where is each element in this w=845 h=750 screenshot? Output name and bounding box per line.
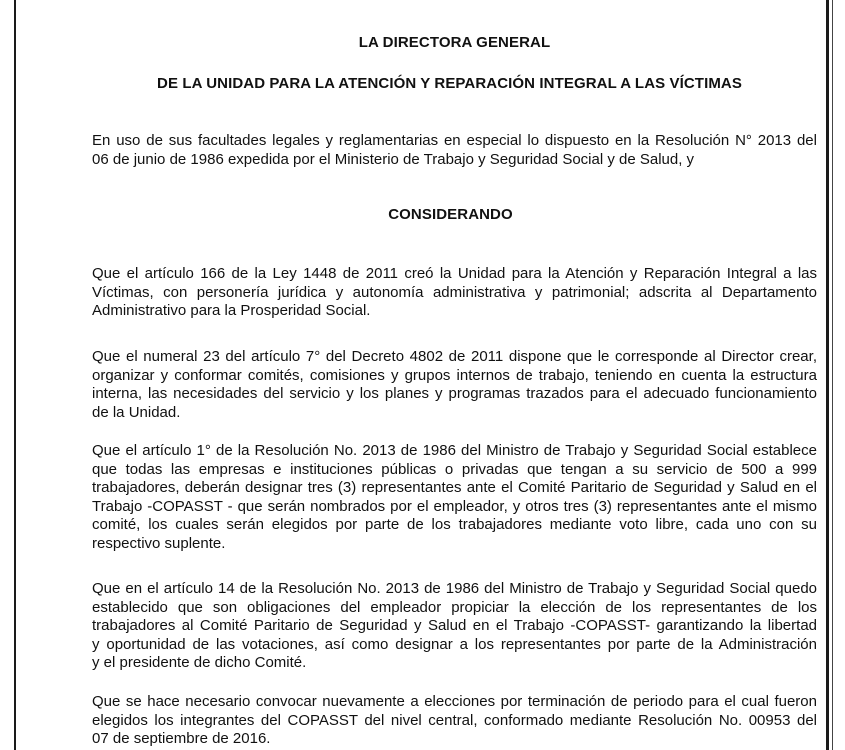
paragraph-line: trabajadores, deberán designar tres (3) representantes ante el Comité Paritario de Seguridad y Salud en el (92, 479, 817, 496)
page-border-right (826, 0, 829, 750)
document-heading-title: LA DIRECTORA GENERAL (358, 34, 551, 51)
paragraph-line: que todas las empresas e instituciones públicas o privadas que tengan a su servicio de 500 a 999 (92, 460, 817, 478)
paragraph-line: Víctimas, con personería jurídica y autonomía administrativa y patrimonial; adscrita al Departamento (92, 283, 817, 301)
intro-line: En uso de sus facultades legales y reglamentarias en especial lo dispuesto en la Resolución N° 2013 del (92, 132, 817, 149)
considerando-paragraph-5 (92, 693, 817, 749)
intro-line: 06 de junio de 1986 expedida por el Ministerio de Trabajo y Seguridad Social y de Salud, y (92, 150, 695, 168)
document-heading-entity: DE LA UNIDAD PARA LA ATENCIÓN Y REPARACIÓN INTEGRAL A LAS VÍCTIMAS (157, 75, 742, 92)
considerando-paragraph-1 (92, 265, 817, 321)
paragraph-line: Que el artículo 1° de la Resolución No. 2013 de 1986 del Ministro de Trabajo y Seguridad Social establece (92, 442, 817, 459)
paragraph-line: respectivo suplente. (92, 534, 226, 552)
paragraph-line: y oportunidad de las votaciones, así como designar a los representantes por parte de la Administración (92, 635, 817, 653)
section-title: CONSIDERANDO (388, 206, 513, 223)
paragraph-line: 07 de septiembre de 2016. (92, 730, 271, 747)
paragraph-line: Que el numeral 23 del artículo 7° del Decreto 4802 de 2011 dispone que le corresponde al Director crear, (92, 348, 817, 365)
document-page (92, 0, 817, 750)
page-border-left (14, 0, 16, 750)
paragraph-line: elegidos los integrantes del COPASST del nivel central, conformado mediante Resolución No. 00953 del (92, 711, 817, 729)
considerando-paragraph-4 (92, 580, 817, 673)
paragraph-line: Que el artículo 166 de la Ley 1448 de 2011 creó la Unidad para la Atención y Reparación Integral a las (92, 265, 817, 282)
considerando-paragraph-2 (92, 348, 817, 422)
paragraph-line: Administrativo para la Prosperidad Social. (92, 302, 371, 319)
paragraph-line: organizar y conformar comités, comisiones y grupos internos de trabajo, teniendo en cuenta la estructura (92, 366, 817, 384)
paragraph-line: comité, los cuales serán elegidos por parte de los trabajadores mediante voto libre, cada uno con su (92, 516, 817, 533)
paragraph-line: Que en el artículo 14 de la Resolución No. 2013 de 1986 del Ministro de Trabajo y Seguridad Social quedo (92, 580, 817, 597)
page-border-right-inner (832, 0, 833, 750)
paragraph-line: trabajadores al Comité Paritario de Seguridad y Salud en el Trabajo -COPASST- garantizando la libertad (92, 617, 817, 634)
paragraph-line: Trabajo -COPASST - que serán nombrados por el empleador, y otros tres (3) representantes ante el mismo (92, 497, 817, 515)
paragraph-line: y el presidente de dicho Comité. (92, 654, 307, 671)
paragraph-line: interna, las necesidades del servicio y los planes y programas trazados para el adecuado funcionamiento (92, 385, 817, 402)
paragraph-line: Que se hace necesario convocar nuevamente a elecciones por terminación de periodo para el cual fueron (92, 693, 817, 710)
intro-paragraph (92, 132, 817, 169)
considerando-paragraph-3 (92, 442, 817, 553)
paragraph-line: establecido que son obligaciones del empleador propiciar la elección de los representantes de los (92, 598, 817, 616)
paragraph-line: de la Unidad. (92, 403, 181, 421)
